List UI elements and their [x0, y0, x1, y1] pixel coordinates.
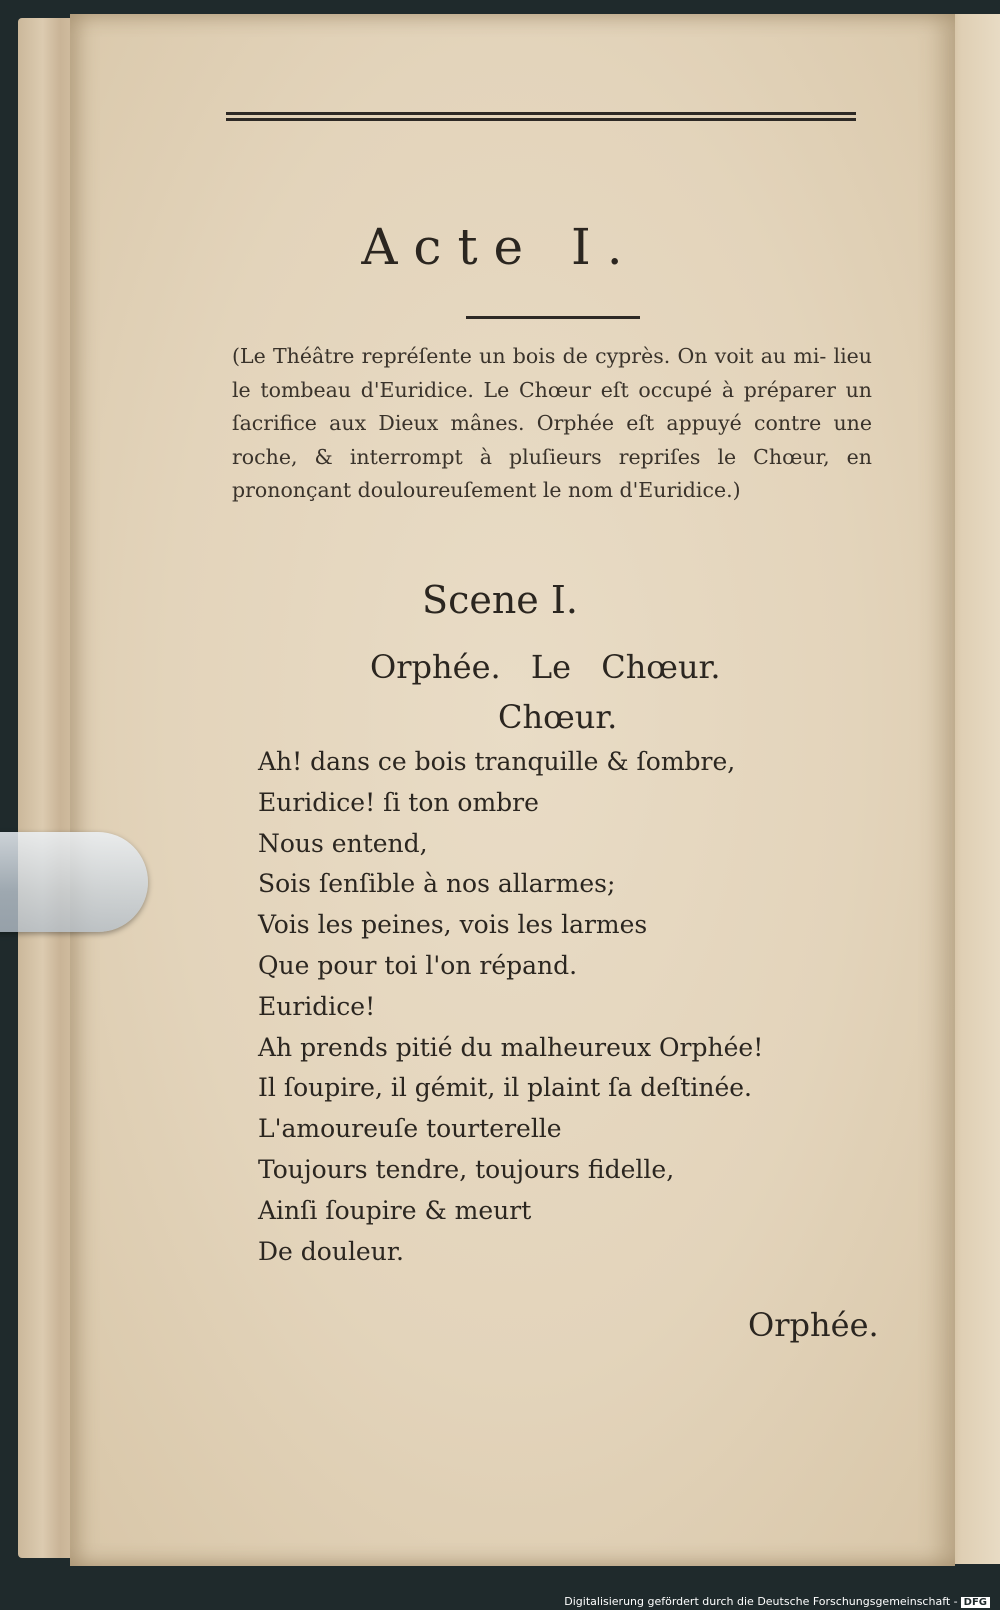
verse-line: Ainſi ſoupire & meurt	[258, 1195, 532, 1225]
ornamental-double-rule	[226, 112, 856, 124]
verse-line: Ah! dans ce bois tranquille & ſombre,	[258, 747, 736, 776]
verse-line: De douleur.	[258, 1236, 404, 1266]
stage-direction: (Le Théâtre repréſente un bois de cyprès. On voit au mi- lieu le tombeau d'Euridice. Le Chœur eſt occupé à préparer un ſacrifice aux Dieux mânes. Orphée eſt appuyé contre une roche, & interrompt à pluſieurs repriſes le Chœur, en prononçant douloureuſement le nom d'Euridice.)	[232, 344, 872, 502]
verse-line: Euridice!	[258, 991, 376, 1021]
verse-block	[258, 742, 898, 1272]
title-rule	[466, 316, 640, 319]
act-title: Acte I.	[361, 218, 639, 276]
speaker-name: Chœur.	[498, 698, 618, 736]
dfg-logo: DFG	[961, 1597, 990, 1608]
verse-line: Vois les peines, vois les larmes	[258, 910, 648, 940]
catchword: Orphée.	[748, 1306, 879, 1344]
page-clip	[0, 832, 148, 932]
scene-title: Scene I.	[422, 578, 578, 622]
character-list: Orphée. Le Chœur.	[370, 648, 721, 686]
credit-text: Digitalisierung gefördert durch die Deutsche Forschungsgemeinschaft -	[564, 1595, 958, 1608]
verse-line: Que pour toi l'on répand.	[258, 950, 578, 980]
verse-line: Euridice! ſi ton ombre	[258, 787, 539, 817]
verse-line: Il ſoupire, il gémit, il plaint ſa deſtinée.	[258, 1073, 753, 1103]
verse-line: Nous entend,	[258, 828, 428, 858]
verse-line: Sois ſenſible à nos allarmes;	[258, 869, 616, 899]
verse-line: Ah prends pitié du malheureux Orphée!	[258, 1032, 764, 1062]
digitization-credit	[564, 1595, 990, 1608]
verse-line: Toujours tendre, toujours fidelle,	[258, 1154, 675, 1184]
verse-line: L'amoureuſe tourterelle	[258, 1114, 562, 1144]
